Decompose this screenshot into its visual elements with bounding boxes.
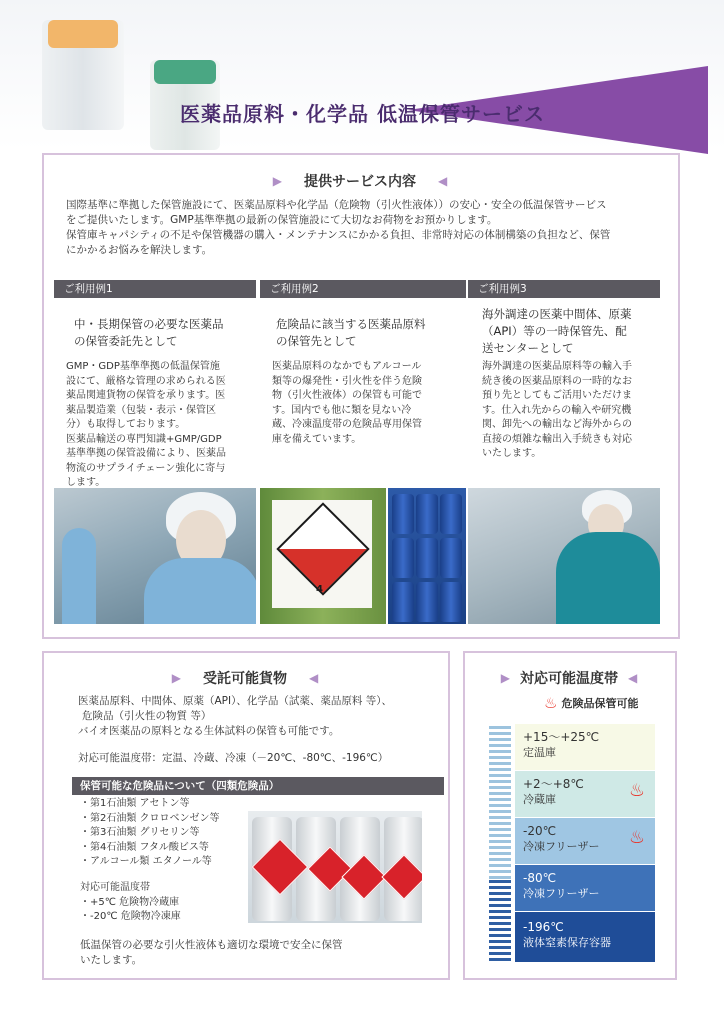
cargo-description: [78, 694, 438, 739]
case-3-body: [482, 360, 664, 462]
case-body-line: 設にて、厳格な管理の求められる医: [66, 375, 226, 387]
temp-band-value: -196℃: [523, 920, 564, 934]
intro-line: にかかるお悩みを解決します。: [66, 244, 213, 256]
drum: [392, 582, 414, 622]
danger-goods-item: ・アルコール類 エタノール等: [80, 856, 212, 867]
vial-image: [42, 20, 124, 130]
lab-gown: [62, 528, 96, 624]
arrow-left-icon: ◀: [438, 174, 448, 188]
closing-line: 低温保管の必要な引火性液体も適切な環境で安全に保管: [80, 939, 343, 951]
services-heading: 提供サービス内容: [304, 174, 416, 190]
danger-goods-item: ・第4石油類 フタル酸ビス等: [80, 841, 209, 853]
services-intro: [66, 198, 656, 258]
closing-line: いたします。: [80, 954, 143, 966]
case-body-line: GMP・GDP基準準拠の低温保管施: [66, 361, 220, 372]
temp-band: [515, 771, 655, 817]
danger-goods-item: ・第2石油類 クロロベンゼン等: [80, 812, 220, 824]
temp-band-name: 液体窒素保存容器: [523, 936, 611, 949]
cargo-temperature-line: 対応可能温度帯：定温、冷蔵、冷凍（－20℃、-80℃、-196℃）: [78, 752, 389, 764]
case-body-line: 預り先としてもご活用いただけま: [482, 390, 632, 401]
intro-line: をご提供いたします。GMP基準準拠の最新の保管施設にて大切なお荷物をお預かりします。: [66, 214, 498, 226]
case-2-label: ご利用例2: [260, 280, 466, 298]
temp-band-name: 冷凍フリーザー: [523, 887, 600, 900]
case-body-line: す。国内でも他に類を見ない冷: [272, 404, 412, 416]
temp-band: [515, 912, 655, 962]
drums-photo: [388, 488, 466, 624]
case-body-line: 薬品関連貨物の保管を承ります。医: [66, 390, 226, 401]
case-title-line: 危険品に該当する医薬品原料: [276, 317, 426, 331]
case-3-title: [482, 306, 660, 357]
intro-line: 保管庫キャパシティの不足や保管機器の購入・メンテナンスにかかる負担、非常時対応の体制構築の負担など、保管: [66, 229, 611, 241]
temperature-scale-cold: [489, 880, 511, 964]
drum: [392, 538, 414, 578]
arrow-right-icon: ▶: [500, 671, 510, 685]
arrow-right-icon: ▶: [171, 671, 181, 685]
case-body-line: 物（引火性液体）の保管も可能で: [272, 390, 422, 401]
vial-cap: [48, 20, 118, 48]
danger-temp-list: [80, 881, 181, 925]
danger-temp-item: ・+5℃ 危険物冷蔵庫: [80, 896, 180, 908]
services-heading-row: [42, 171, 678, 191]
case-title-line: 中・長期保管の必要な医薬品: [74, 317, 224, 331]
case-3-label: ご利用例3: [468, 280, 660, 298]
case-title-line: 送センターとして: [482, 341, 574, 355]
danger-temp-heading: 対応可能温度帯: [80, 882, 150, 893]
case-body-line: 物流のサプライチェーン強化に寄与: [66, 462, 226, 474]
case-body-line: します。: [66, 477, 106, 488]
case-body-line: 基準準拠の保管設備により、医薬品: [66, 448, 226, 459]
case-2-title: [276, 316, 456, 350]
temp-band-name: 定温庫: [523, 746, 556, 759]
case-title-line: の保管先として: [276, 334, 357, 348]
temp-band-name: 冷蔵庫: [523, 793, 556, 806]
case-body-line: 医薬品輸送の専門知識+GMP/GDP: [66, 433, 222, 445]
case-body-line: 薬品製造業（包装・表示・保管区: [66, 404, 216, 416]
hazard-drums-photo: [248, 811, 422, 923]
lab-worker-photo: [54, 488, 256, 624]
danger-goods-item: ・第3石油類 グリセリン等: [80, 827, 200, 838]
danger-goods-heading: 保管可能な危険品について（四類危険品）: [72, 777, 444, 795]
drum: [392, 494, 414, 534]
case-1-label: ご利用例1: [54, 280, 256, 298]
temp-band: [515, 865, 655, 911]
case-body-line: 海外調達の医薬品原料等の輸入手: [482, 361, 632, 372]
danger-goods-item: ・第1石油類 アセトン等: [80, 798, 190, 809]
case-title-line: の保管委託先として: [74, 334, 178, 348]
case-title-line: （API）等の一時保管先、配: [482, 324, 627, 338]
drum: [440, 582, 462, 622]
cargo-heading: 受託可能貨物: [203, 671, 287, 687]
drum: [416, 538, 438, 578]
case-body-line: 医薬品原料のなかでもアルコール: [272, 361, 422, 372]
drum: [440, 538, 462, 578]
case-body-line: 類等の爆発性・引火性を伴う危険: [272, 375, 422, 387]
intro-line: 国際基準に準拠した保管施設にて、医薬品原料や化学品（危険物（引火性液体））の安心・安全の低温保管サービス: [66, 199, 607, 211]
flame-icon: ♨: [628, 827, 645, 848]
temp-band: [515, 724, 655, 770]
case-body-line: 関、卸先への輸出など海外からの: [482, 419, 632, 430]
case-body-line: いたします。: [482, 448, 542, 459]
temp-band-name: 冷凍フリーザー: [523, 840, 600, 853]
flame-icon: ♨: [544, 694, 558, 712]
cargo-line: 危険品（引火性の物質 等）: [82, 710, 212, 722]
temperature-heading-row: [463, 668, 675, 688]
danger-goods-list: [80, 797, 220, 870]
arrow-left-icon: ◀: [309, 671, 319, 685]
temp-band-value: -80℃: [523, 871, 557, 885]
temp-band-value: +2～+8℃: [523, 777, 584, 791]
case-body-line: 分）も取得しております。: [66, 419, 186, 430]
vial-cap: [154, 60, 216, 84]
temperature-heading: 対応可能温度帯: [520, 671, 618, 687]
temp-band-value: +15～+25℃: [523, 730, 600, 744]
cargo-line: バイオ医薬品の原料となる生体試料の保管も可能です。: [78, 725, 340, 737]
case-1-title: [74, 316, 254, 350]
case-body-line: 蔵、冷凍温度帯の危険品専用保管: [272, 419, 422, 430]
drum: [416, 582, 438, 622]
cargo-line: 医薬品原料、中間体、原薬（API）、化学品（試薬、薬品原料 等）、: [78, 695, 392, 707]
hazard-class-number: 4: [316, 584, 323, 595]
arrow-right-icon: ▶: [272, 174, 282, 188]
case-1-body: [66, 360, 256, 491]
hazard-note-text: 危険品保管可能: [561, 697, 639, 710]
case-body-line: 直接の煩雑な輸出入手続きも対応: [482, 433, 632, 445]
temp-band: [515, 818, 655, 864]
case-body-line: す。仕入れ先からの輸入や研究機: [482, 404, 632, 416]
case-2-body: [272, 360, 462, 447]
drum: [440, 494, 462, 534]
arrow-left-icon: ◀: [628, 671, 638, 685]
lab-gown: [144, 558, 256, 624]
temp-band-value: -20℃: [523, 824, 557, 838]
page-title: 医薬品原料・化学品 低温保管サービス: [180, 102, 545, 126]
cargo-heading-row: [42, 668, 448, 688]
case-title-line: 海外調達の医薬中間体、原薬: [482, 307, 632, 321]
flame-icon: ♨: [628, 780, 645, 801]
cargo-closing: [80, 938, 420, 968]
hazard-note: [544, 694, 638, 712]
danger-temp-item: ・-20℃ 危険物冷凍庫: [80, 911, 181, 922]
lab-gown: [556, 532, 660, 624]
case-body-line: 続き後の医薬品原料の一時的なお: [482, 375, 632, 387]
case-body-line: 庫を備えています。: [272, 433, 362, 445]
drum: [416, 494, 438, 534]
lab-technician-photo: [468, 488, 660, 624]
